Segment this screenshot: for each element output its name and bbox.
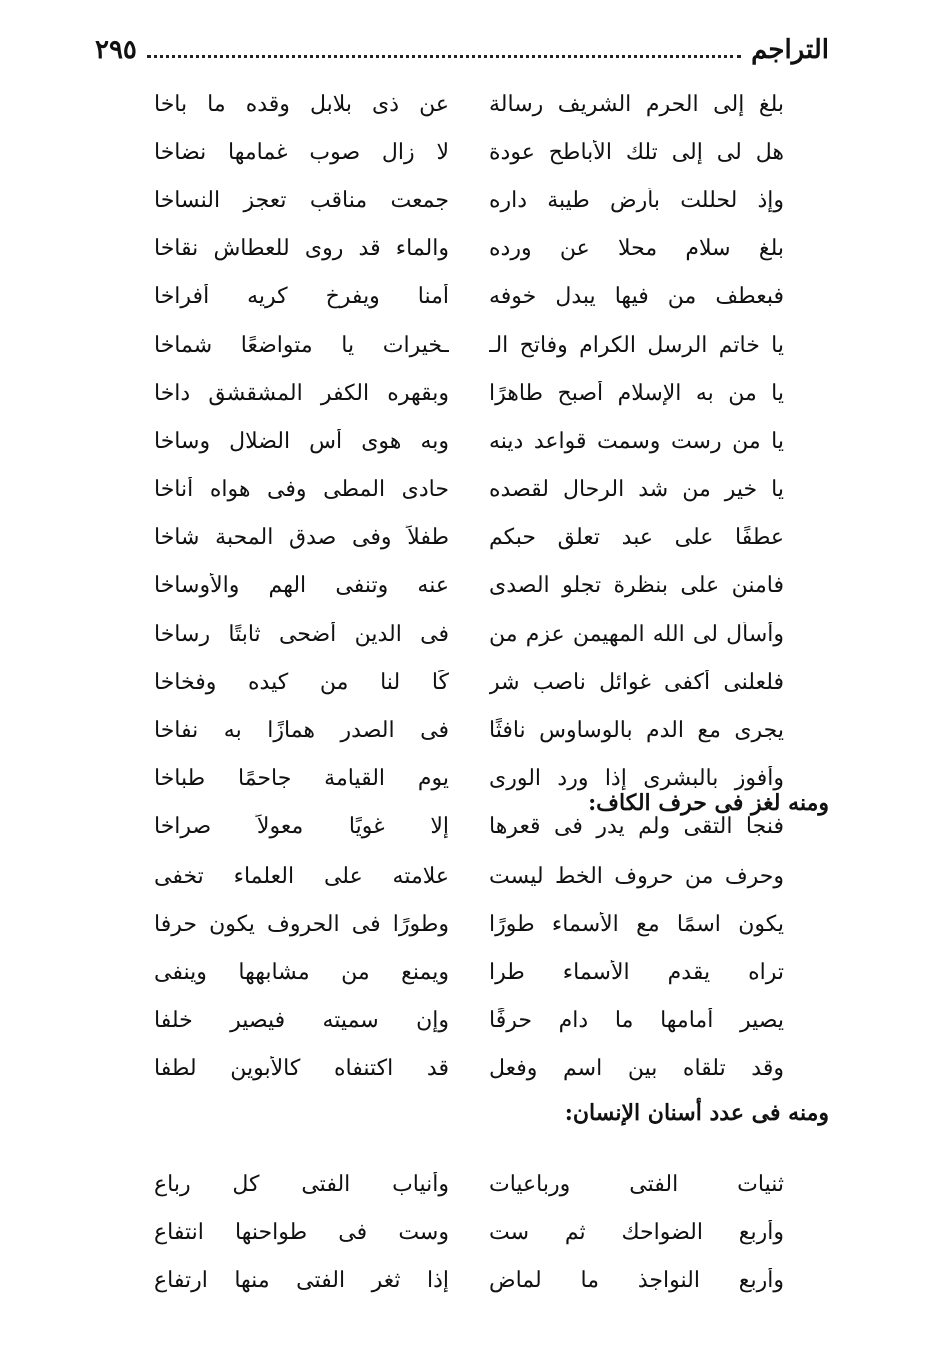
verse-line xyxy=(154,900,784,948)
verse-line xyxy=(154,1160,784,1208)
poem-3 xyxy=(154,1160,784,1305)
verse-second-hemistich: أمنا ويفرخ كريه أفراخا xyxy=(154,284,449,310)
verse-first-hemistich: وأسأل لى الله المهيمن عزم من xyxy=(489,621,784,647)
verse-first-hemistich: فلعلنى أكفى غوائل ناصب شر xyxy=(489,669,784,695)
verse-first-hemistich: عطفًا على عبد تعلق حبكم xyxy=(489,525,784,551)
page-number: ٢٩٥ xyxy=(95,35,137,65)
verse-line xyxy=(154,514,784,562)
verse-first-hemistich: وحرف من حروف الخط ليست xyxy=(489,863,784,889)
verse-line xyxy=(154,1208,784,1256)
verse-second-hemistich: إذا ثغر الفتى منها ارتفاع xyxy=(154,1267,449,1293)
verse-line xyxy=(154,610,784,658)
verse-first-hemistich: يكون اسمًا مع الأسماء طورًا xyxy=(489,911,784,937)
verse-line xyxy=(154,562,784,610)
verse-first-hemistich: بلغ إلى الحرم الشريف رسالة xyxy=(489,91,784,117)
verse-line xyxy=(154,997,784,1045)
verse-first-hemistich: فنجا التقى ولم يدر فى قعرها xyxy=(489,814,784,840)
poem-1 xyxy=(154,80,784,851)
verse-line xyxy=(154,321,784,369)
section-heading-teeth: ومنه فى عدد أسنان الإنسان: xyxy=(564,1100,829,1126)
verse-first-hemistich: تراه يقدم الأسماء طرا xyxy=(489,959,784,985)
verse-line xyxy=(154,1045,784,1093)
verse-line xyxy=(154,466,784,514)
verse-second-hemistich: ـخيرات يا متواضعًا شماخا xyxy=(154,332,449,358)
verse-second-hemistich: عن ذى بلابل وقده ما باخا xyxy=(154,91,449,117)
verse-second-hemistich: عنه وتنفى الهم والأوساخا xyxy=(154,573,449,599)
verse-line xyxy=(154,852,784,900)
verse-line xyxy=(154,369,784,417)
verse-second-hemistich: لا زال صوب غمامها نضاخا xyxy=(154,139,449,165)
section-heading-kaf-riddle: ومنه لغز فى حرف الكاف: xyxy=(588,790,829,816)
verse-first-hemistich: ثنيات الفتى ورباعيات xyxy=(489,1171,784,1197)
verse-second-hemistich: إلا غويًا معولاً صراخا xyxy=(154,814,449,840)
verse-first-hemistich: وقد تلقاه بين اسم وفعل xyxy=(489,1056,784,1082)
verse-first-hemistich: هل لى إلى تلك الأباطح عودة xyxy=(489,139,784,165)
verse-second-hemistich: وبقهره الكفر المشقشق داخا xyxy=(154,380,449,406)
verse-second-hemistich: علامته على العلماء تخفى xyxy=(154,863,449,889)
verse-line xyxy=(154,658,784,706)
verse-line xyxy=(154,273,784,321)
verse-second-hemistich: وست فى طواحنها انتفاع xyxy=(154,1219,449,1245)
verse-line xyxy=(154,948,784,996)
verse-first-hemistich: وأربع النواجذ ما لماض xyxy=(489,1267,784,1293)
verse-first-hemistich: يا خير من شد الرحال لقصده xyxy=(489,477,784,503)
page-header xyxy=(95,30,829,70)
verse-first-hemistich: وإذ لحللت بأرض طيبة داره xyxy=(489,187,784,213)
dotted-leader xyxy=(147,55,741,58)
verse-line xyxy=(154,706,784,754)
verse-second-hemistich: وطورًا فى الحروف يكون حرفا xyxy=(154,911,449,937)
verse-second-hemistich: وبه هوى أس الضلال وساخا xyxy=(154,428,449,454)
verse-first-hemistich: يا من به الإسلام أصبح طاهرًا xyxy=(489,380,784,406)
verse-second-hemistich: فى الدين أضحى ثابتًا رساخا xyxy=(154,621,449,647)
verse-first-hemistich: بلغ سلام محلا عن ورده xyxy=(489,236,784,262)
verse-second-hemistich: فى الصدر همازًا به نفاخا xyxy=(154,718,449,744)
verse-second-hemistich: جمعت مناقب تعجز النساخا xyxy=(154,187,449,213)
verse-second-hemistich: طفلاً وفى صدق المحبة شاخا xyxy=(154,525,449,551)
verse-second-hemistich: وأنياب الفتى كل رباع xyxy=(154,1171,449,1197)
verse-first-hemistich: فامنن على بنظرة تجلو الصدى xyxy=(489,573,784,599)
verse-line xyxy=(154,176,784,224)
verse-first-hemistich: يا خاتم الرسل الكرام وفاتح الـ xyxy=(489,332,784,358)
verse-line xyxy=(154,225,784,273)
verse-first-hemistich: يا من رست وسمت قواعد دينه xyxy=(489,428,784,454)
verse-first-hemistich: وأفوز بالبشرى إذا ورد الورى xyxy=(489,766,784,792)
verse-line xyxy=(154,80,784,128)
poem-2 xyxy=(154,852,784,1093)
verse-first-hemistich: يصير أمامها ما دام حرفًا xyxy=(489,1008,784,1034)
verse-second-hemistich: والماء قد روى للعطاش نقاخا xyxy=(154,236,449,262)
verse-first-hemistich: يجرى مع الدم بالوساوس نافثًا xyxy=(489,718,784,744)
verse-line xyxy=(154,128,784,176)
verse-first-hemistich: وأربع الضواحك ثم ست xyxy=(489,1219,784,1245)
verse-second-hemistich: ويمنع من مشابهها وينفى xyxy=(154,959,449,985)
verse-first-hemistich: فبعطف من فيها يبدل خوفه xyxy=(489,284,784,310)
verse-line xyxy=(154,417,784,465)
verse-second-hemistich: وإن سميته فيصير خلفا xyxy=(154,1008,449,1034)
verse-second-hemistich: يوم القيامة جاحمًا طباخا xyxy=(154,766,449,792)
verse-second-hemistich: كًا لنا من كيده وفخاخا xyxy=(154,669,449,695)
verse-second-hemistich: قد اكتنفاه كالأبوين لطفا xyxy=(154,1056,449,1082)
running-title: التراجم xyxy=(751,35,829,65)
verse-second-hemistich: حادى المطى وفى هواه أناخا xyxy=(154,477,449,503)
verse-line xyxy=(154,1256,784,1304)
